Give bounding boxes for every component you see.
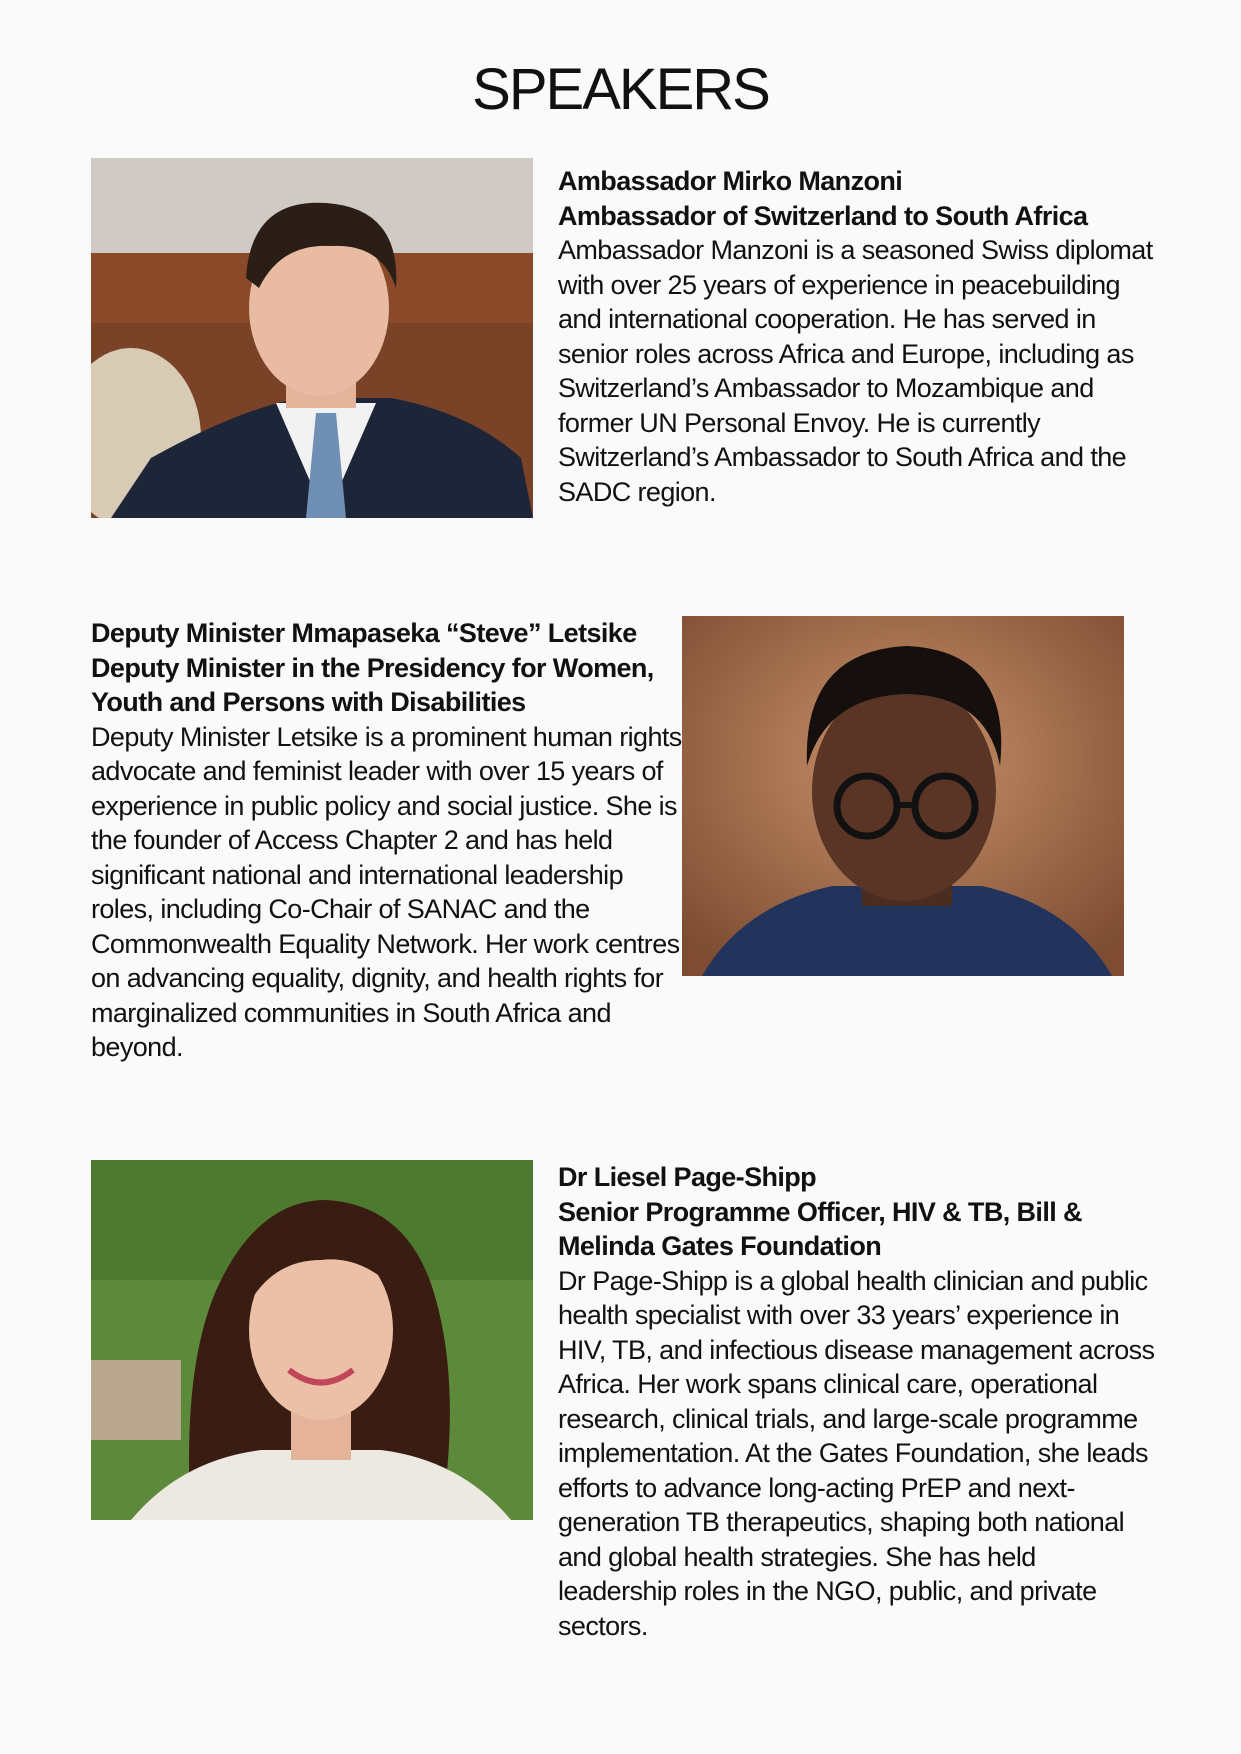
speaker-bio-manzoni: [558, 164, 1158, 509]
speaker-name: Deputy Minister Mmapaseka “Steve” Letsike: [91, 618, 637, 648]
speaker-name: Dr Liesel Page-Shipp: [558, 1162, 817, 1192]
speaker-description: Dr Page-Shipp is a global health clinician and public health specialist with over 33 years’ experience in HIV, TB, and infectious disease management across Africa. Her work spans clinical care, operational research, clinical trials, and large-scale programme implementation. At the Gates Foundation, she leads efforts to advance long-acting PrEP and next-generation TB therapeutics, shaping both national and global health strategies. She has held leadership roles in the NGO, public, and private sectors.: [558, 1265, 1155, 1641]
speaker-photo-page-shipp: [91, 1160, 533, 1520]
speaker-role: Ambassador of Switzerland to South Africa: [558, 200, 1088, 231]
speaker-name: Ambassador Mirko Manzoni: [558, 166, 903, 196]
speaker-bio-letsike: [91, 616, 691, 1065]
speaker-role: Senior Programme Officer, HIV & TB, Bill & Melinda Gates Foundation: [558, 1196, 1082, 1261]
speaker-photo-manzoni: [91, 158, 533, 518]
speaker-photo-letsike: [682, 616, 1124, 976]
speaker-description: Ambassador Manzoni is a seasoned Swiss diplomat with over 25 years of experience in peacebuilding and international cooperation. He has served in senior roles across Africa and Europe, including as Switzerland’s Ambassador to Mozambique and former UN Personal Envoy. He is currently Switzerland’s Ambassador to South Africa and the SADC region.: [558, 235, 1153, 507]
speaker-role: Deputy Minister in the Presidency for Women, Youth and Persons with Disabilities: [91, 652, 654, 717]
page-title: SPEAKERS: [472, 57, 769, 122]
speaker-bio-page-shipp: [558, 1160, 1158, 1643]
speaker-description: Deputy Minister Letsike is a prominent human rights advocate and feminist leader with over 15 years of experience in public policy and social justice. She is the founder of Access Chapter 2 and has held significant national and international leadership roles, including Co-Chair of SANAC and the Commonwealth Equality Network. Her work centres on advancing equality, dignity, and health rights for marginalized communities in South Africa and beyond.: [91, 721, 682, 1062]
